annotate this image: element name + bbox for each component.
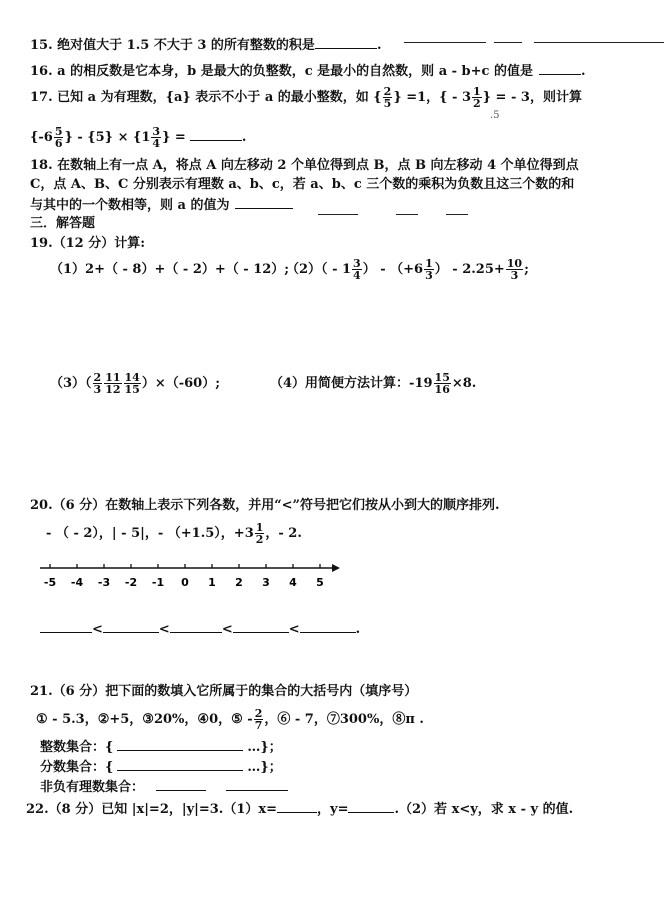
tick-label: 5 (316, 576, 324, 589)
tick-label: 0 (181, 576, 189, 589)
stray-mark: .5 (490, 110, 500, 121)
tick-label: 2 (235, 576, 243, 589)
question-18: 18. 在数轴上有一点 A，将点 A 向左移动 2 个单位得到点 B，点 B 向左移动 4 个单位得到点 (30, 158, 579, 173)
q20-numbers: - （ - 2），| - 5|，- （+1.5），+3 $\frac{1}{2}$ ，- 2. (46, 521, 302, 546)
scribble-line (534, 42, 664, 43)
question-20-heading: 20.（6 分）在数轴上表示下列各数，并用“<”符号把它们按从小到大的顺序排列. (30, 498, 500, 513)
scribble-line (404, 42, 486, 43)
q21-items: ① - 5.3，②+5，③20%，④0，⑤ - $\frac{2}{7}$ ，⑥ - 7，⑦300%，⑧π . (36, 707, 424, 732)
set-nonneg-rationals: 非负有理数集合： (40, 778, 288, 796)
set-integers-blank[interactable] (117, 738, 243, 751)
q17-answer-blank[interactable] (190, 128, 242, 141)
question-19-heading: 19.（12 分）计算: (30, 236, 146, 251)
q16-text: a 的相反数是它本身，b 是最大的负整数，c 是最小的自然数，则 a - b+c 的值是 (57, 64, 533, 79)
x-answer-blank[interactable] (277, 800, 317, 813)
tick-label: -4 (70, 576, 84, 589)
scribble-line (446, 214, 468, 215)
q15-answer-blank[interactable] (315, 36, 377, 49)
question-22: 22.（8 分）已知 |x|=2，|y|=3.（1）x= ，y= .（2）若 x<y，求 x - y 的值. (26, 802, 574, 817)
q19-part-3: （3）（ $\frac{2}{3}$ $\frac{11}{12}$ $\frac{14}{15}$ ）×（-60）; (50, 371, 221, 396)
tick-label: 3 (262, 576, 270, 589)
q20-order-blanks: < < < < . (40, 620, 360, 638)
q19-part-4: （4）用简便方法计算：-19 $\frac{15}{16}$ ×8. (270, 371, 477, 396)
q18-answer-blank[interactable] (235, 196, 293, 209)
tick-label: -2 (124, 576, 138, 589)
question-15: 15. 绝对值大于 1.5 不大于 3 的所有整数的积是 . (30, 38, 382, 53)
set-nonneg-blank[interactable] (226, 778, 288, 791)
tick-label: -3 (97, 576, 111, 589)
number-line[interactable] (36, 558, 346, 592)
set-fractions-blank[interactable] (117, 758, 243, 771)
q15-text: 绝对值大于 1.5 不大于 3 的所有整数的积是 (57, 38, 315, 53)
tick-label: 1 (208, 576, 216, 589)
q15-number: 15. (30, 38, 53, 53)
y-answer-blank[interactable] (348, 800, 394, 813)
question-18-line2: C，点 A、B、C 分别表示有理数 a、b、c，若 a、b、c 三个数的乘积为负数且这三个数的和 (30, 177, 575, 192)
scribble-line (396, 214, 418, 215)
question-18-line3: 与其中的一个数相等，则 a 的值为 (30, 196, 293, 214)
question-17-line2: {-6 $\frac{5}{6}$ } - {5} × {1 $\frac{3}{4}$ } = . (30, 125, 247, 150)
question-21-heading: 21.（6 分）把下面的数填入它所属于的集合的大括号内（填序号） (30, 684, 418, 699)
question-17: 17. 已知 a 为有理数，{a} 表示不小于 a 的最小整数，如 { $\frac{2}{5}$ } =1，{ - 3 $\frac{1}{2}$ } = - 3，则计算 (30, 85, 582, 110)
tick-label: 4 (289, 576, 297, 589)
scribble-line (494, 42, 522, 43)
scribble-line (318, 214, 358, 215)
question-16: 16. a 的相反数是它本身，b 是最大的负整数，c 是最小的自然数，则 a - b+c 的值是 . (30, 64, 586, 79)
tick-label: -1 (151, 576, 165, 589)
set-integers: 整数集合：{ …}； (40, 740, 282, 755)
set-fractions: 分数集合：{ …}； (40, 760, 282, 775)
q19-part-1: （1）2+（ - 8）+（ - 2）+（ - 12）; (50, 262, 290, 277)
section-heading: 三．解答题 (30, 216, 96, 231)
tick-label: -5 (43, 576, 57, 589)
q16-answer-blank[interactable] (539, 62, 581, 75)
q19-part-2: （2）（ - 1 $\frac{3}{4}$ ） - （+6 $\frac{1}{3}$ ） - 2.25+ $\frac{10}{3}$ ; (286, 257, 529, 282)
